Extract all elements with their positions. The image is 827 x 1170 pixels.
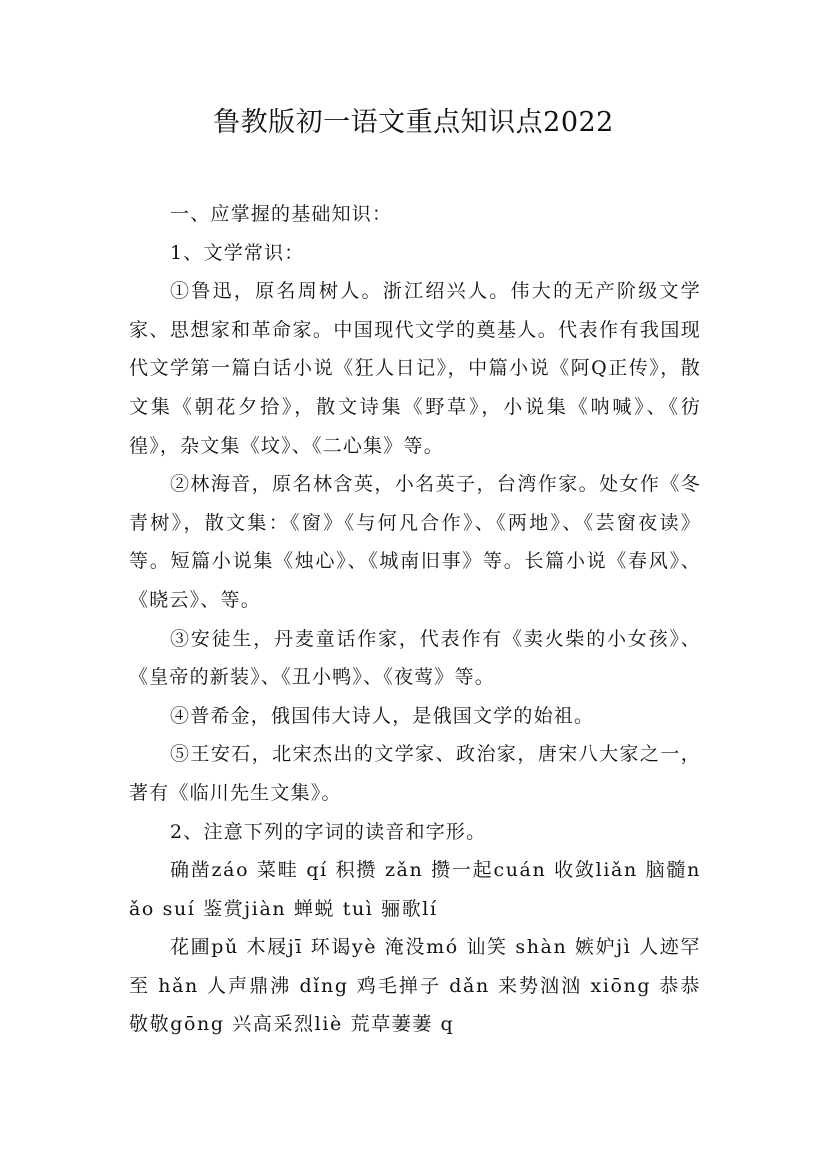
- paragraph-andersen: ③安徒生，丹麦童话作家，代表作有《卖火柴的小女孩》、《皇帝的新装》、《丑小鸭》、《夜莺》等。: [129, 627, 701, 689]
- document-body: [129, 195, 701, 1044]
- subsection-heading: 1、文学常识：: [170, 241, 305, 264]
- paragraph-lu-xun: ①鲁迅，原名周树人。浙江绍兴人。伟大的无产阶级文学家、思想家和革命家。中国现代文学的奠基人。代表作有我国现代文学第一篇白话小说《狂人日记》，中篇小说《阿Q正传》，散文集《朝花夕拾》，散文诗集《野草》，小说集《呐喊》、《彷徨》，杂文集《坟》、《二心集》等。: [129, 280, 701, 457]
- vocabulary-paragraph: 确凿záo 菜畦 qí 积攒 zǎn 攒一起cuán 收敛liǎn 脑髓nǎo suí 鉴赏jiàn 蝉蜕 tuì 骊歌lí: [129, 859, 701, 920]
- document-title: 鲁教版初一语文重点知识点2022: [213, 107, 614, 138]
- paragraph-lin-haiyin: ②林海音，原名林含英，小名英子，台湾作家。处女作《冬青树》，散文集：《窗》《与何凡合作》、《两地》、《芸窗夜读》等。短篇小说集《烛心》、《城南旧事》等。长篇小说《春风》、《晓云》、等。: [129, 473, 701, 611]
- paragraph-pushkin: ④普希金，俄国伟大诗人，是俄国文学的始祖。: [170, 704, 595, 727]
- subsection-heading: 2、注意下列的字词的读音和字形。: [170, 820, 487, 843]
- vocabulary-paragraph: 花圃pǔ 木屐jī 环谒yè 淹没mó 讪笑 shàn 嫉妒jì 人迹罕至 hǎn 人声鼎沸 dǐng 鸡毛掸子 dǎn 来势汹汹 xiōng 恭恭敬敬gōng 兴高采烈liè 荒草萋萋 q: [129, 936, 701, 1036]
- section-heading: 一、应掌握的基础知识：: [170, 203, 393, 225]
- paragraph-wang-anshi: ⑤王安石，北宋杰出的文学家、政治家，唐宋八大家之一，著有《临川先生文集》。: [129, 743, 701, 804]
